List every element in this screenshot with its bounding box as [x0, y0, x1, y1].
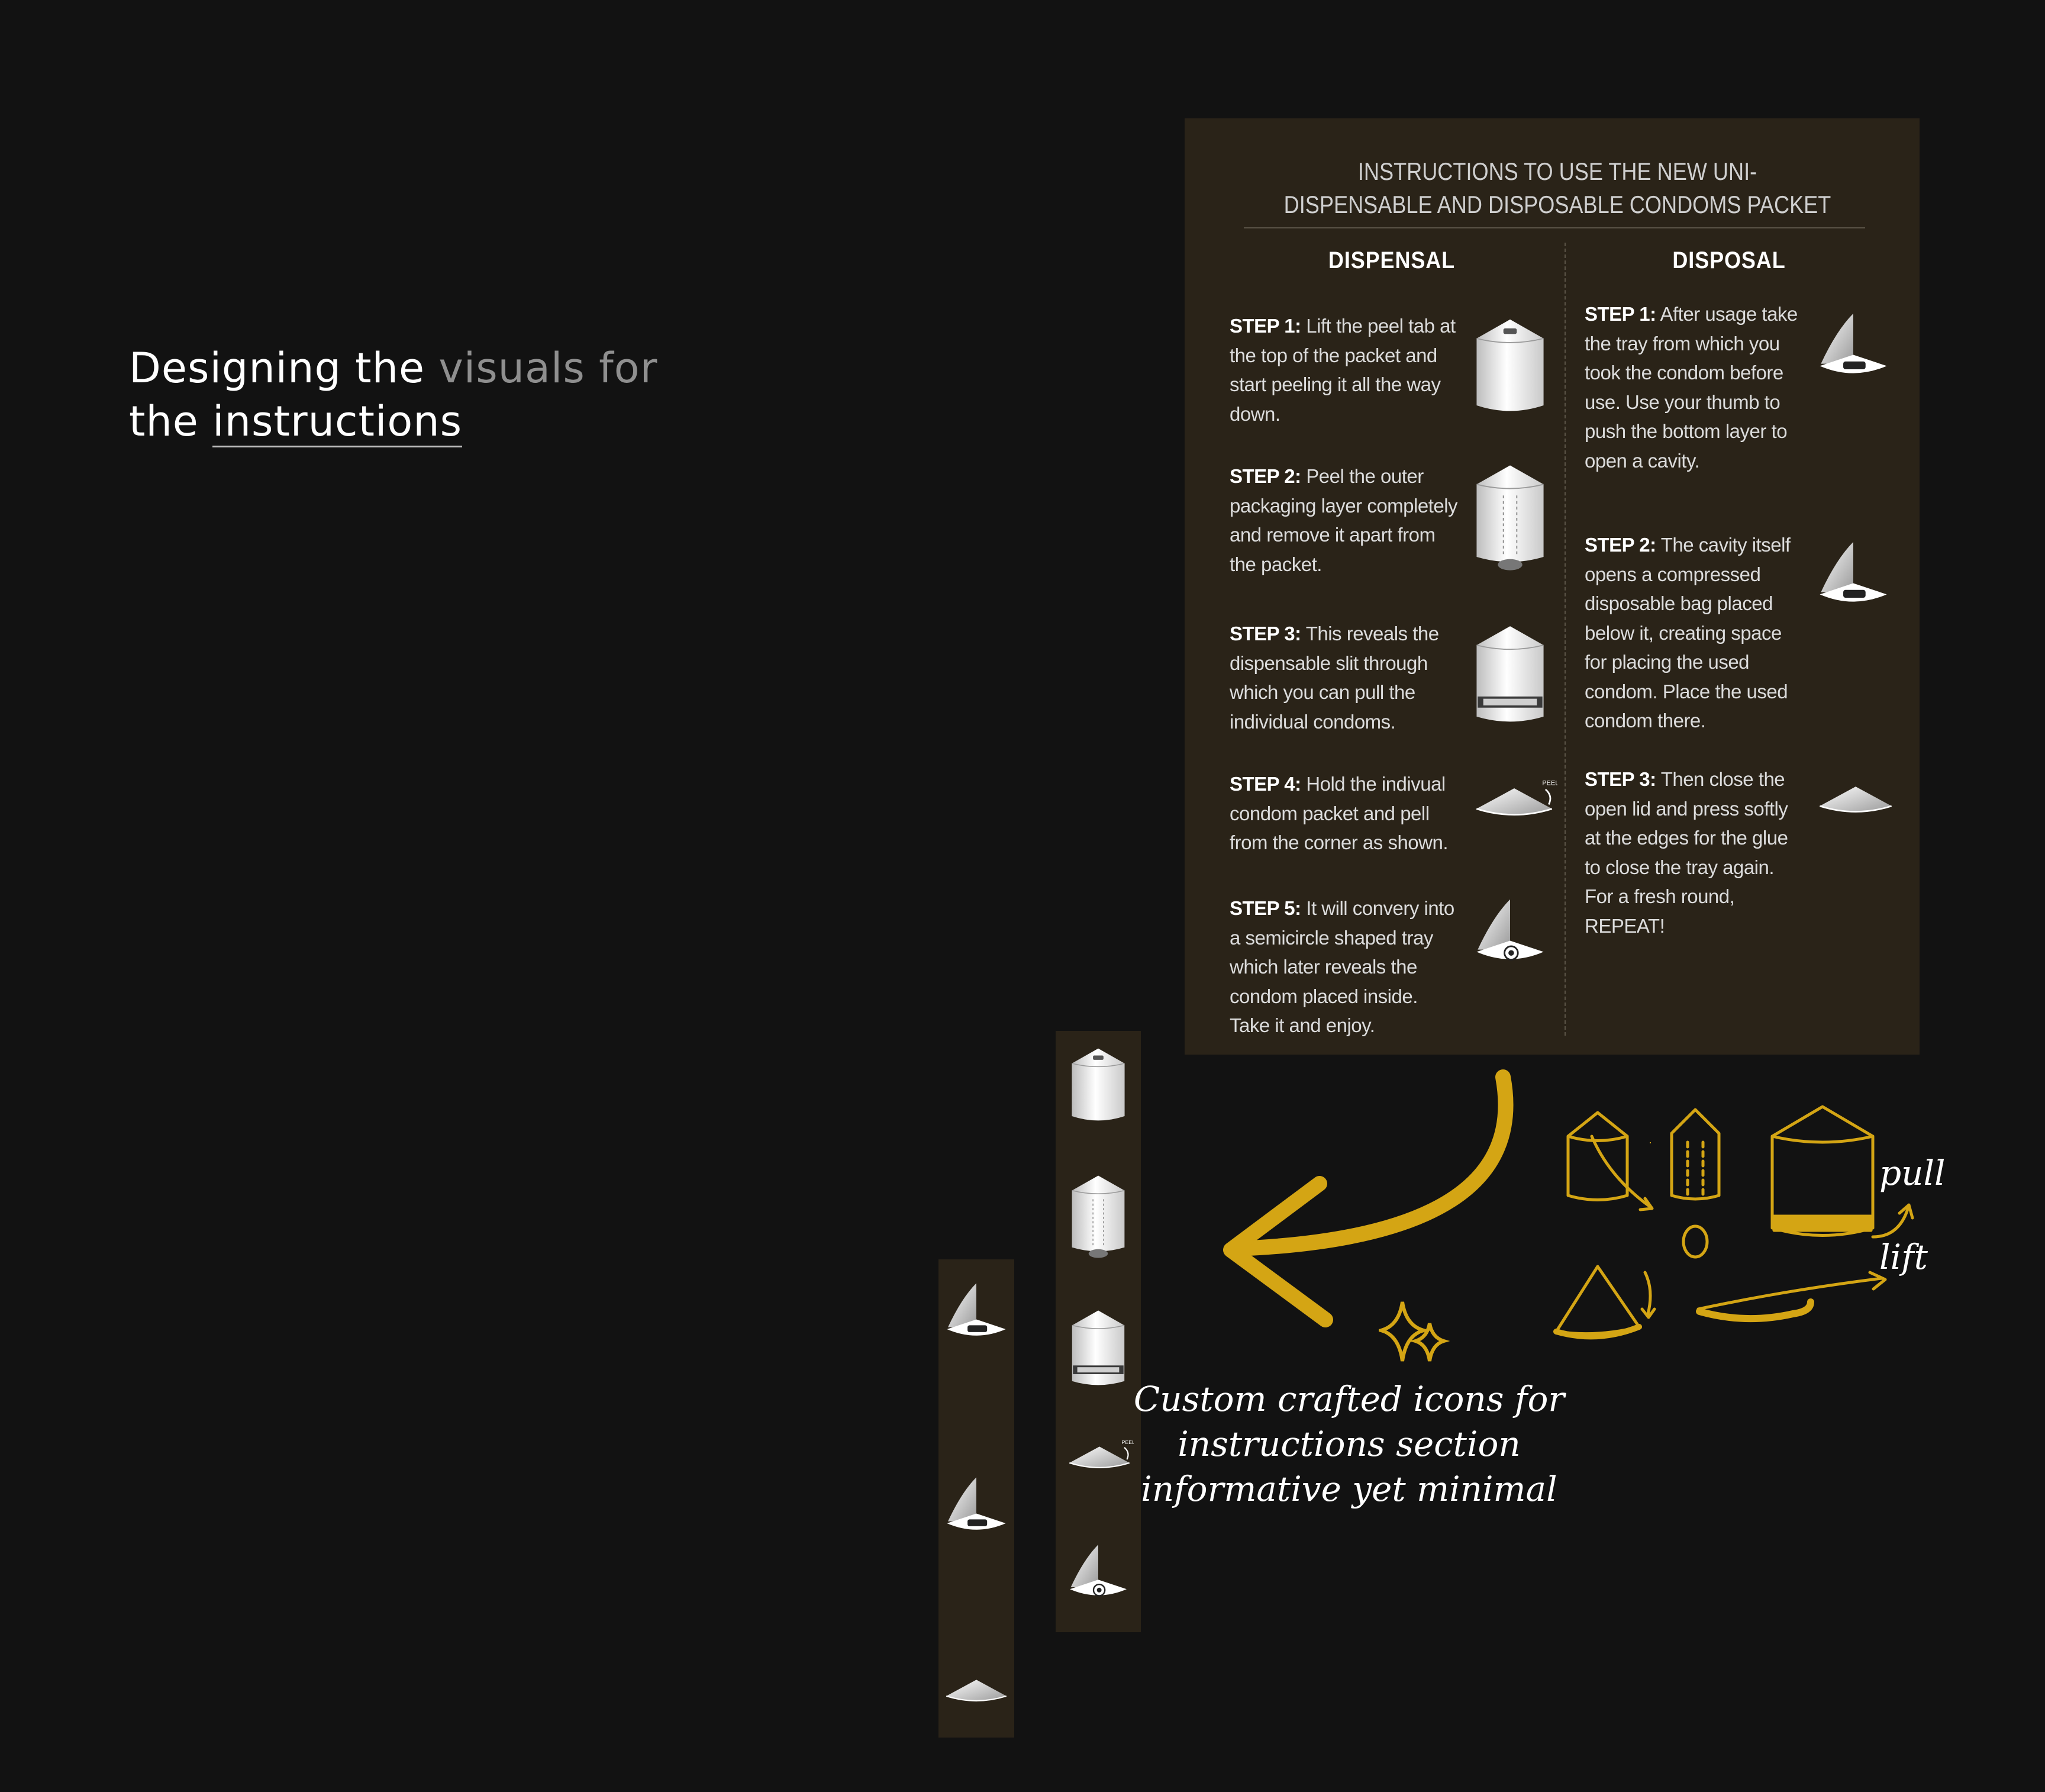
heading-word-2: visuals for: [438, 343, 658, 392]
tray-open-icon: [1065, 1540, 1131, 1611]
step-label: STEP 1:: [1585, 303, 1656, 325]
title-divider: [1244, 227, 1865, 228]
step-text: Peel the outer packaging layer completely and remove it apart from the packet.: [1230, 465, 1458, 575]
step-label: STEP 5:: [1230, 897, 1301, 919]
caption-line-3: informative yet minimal: [1141, 1469, 1557, 1509]
step-label: STEP 2:: [1230, 465, 1301, 487]
dispensal-step-3: [1230, 619, 1460, 736]
caption-line-1: Custom crafted icons for: [1133, 1379, 1565, 1419]
cavity-tray-icon: [1814, 536, 1892, 620]
push-tray-icon: [942, 1278, 1011, 1352]
disposal-step-3: [1585, 765, 1804, 940]
push-tray-icon: [1814, 308, 1892, 392]
packet-icon: [1471, 314, 1549, 419]
sketch-note-pull: pull: [1879, 1153, 1946, 1193]
peel-wedge-icon: [1471, 776, 1557, 825]
step-text: Hold the indivual condom packet and pell from the corner as shown.: [1230, 773, 1448, 853]
closed-tray-icon: [942, 1670, 1011, 1709]
step-text: Lift the peel tab at the top of the packet and start peeling it all the way down.: [1230, 315, 1456, 425]
step-text: It will convery into a semicircle shaped tray which later reveals the condom placed inside. Take it and enjoy.: [1230, 897, 1454, 1036]
card-title-line-2: DISPENSABLE AND DISPOSABLE CONDOMS PACKET: [1283, 191, 1831, 218]
caption-line-2: instructions section: [1178, 1424, 1521, 1464]
instruction-card: [1185, 118, 1920, 1055]
step-label: STEP 3:: [1585, 768, 1656, 790]
peeled-packet-icon: [1067, 1173, 1129, 1261]
open-slit-packet-icon: [1067, 1308, 1129, 1391]
sparkle-icon: [1379, 1296, 1450, 1379]
dispensal-icon-strip: [1056, 1031, 1141, 1632]
closed-tray-icon: [1814, 775, 1897, 821]
heading-word-1: Designing the: [129, 343, 425, 392]
step-label: STEP 1:: [1230, 315, 1301, 337]
heading-word-4: instructions: [212, 397, 462, 447]
cavity-tray-icon: [942, 1472, 1011, 1546]
sketch-note-lift: lift: [1879, 1237, 1928, 1277]
column-divider: [1565, 243, 1566, 1036]
dispensal-step-4: [1230, 769, 1460, 858]
step-label: STEP 4:: [1230, 773, 1301, 795]
packet-icon: [1067, 1044, 1129, 1127]
step-text: This reveals the dispensable slit through which you can pull the individual condoms.: [1230, 623, 1439, 733]
dispensal-heading: DISPENSAL: [1328, 247, 1456, 273]
step-label: STEP 3:: [1230, 623, 1301, 644]
tray-open-icon: [1471, 894, 1549, 978]
icon-caption: [1124, 1377, 1574, 1511]
open-slit-packet-icon: [1471, 623, 1549, 729]
card-title: [1278, 155, 1837, 221]
disposal-step-2: [1585, 530, 1804, 736]
peeled-packet-icon: [1471, 462, 1549, 574]
disposal-heading: DISPOSAL: [1672, 247, 1786, 273]
step-label: STEP 2:: [1585, 534, 1656, 556]
peel-wedge-icon: [1065, 1437, 1134, 1476]
heading-word-3: the: [129, 397, 199, 446]
step-text: The cavity itself opens a compressed disposable bag placed below it, creating space for placing the used condom. Place the used condom there.: [1585, 534, 1791, 731]
dispensal-step-2: [1230, 462, 1460, 579]
curved-arrow-icon: [1201, 1059, 1533, 1332]
dispensal-step-1: [1230, 311, 1460, 428]
disposal-icon-strip: [938, 1259, 1014, 1738]
page-heading: [129, 341, 657, 448]
disposal-step-1: [1585, 299, 1804, 475]
card-title-line-1: INSTRUCTIONS TO USE THE NEW UNI-: [1357, 157, 1757, 185]
step-text: Then close the open lid and press softly at the edges for the glue to close the tray again. For a fresh round, REPEAT!: [1585, 768, 1788, 937]
step-text: After usage take the tray from which you took the condom before use. Use your thumb to push the bottom layer to open a cavity.: [1585, 303, 1798, 472]
dispensal-step-5: [1230, 894, 1460, 1040]
